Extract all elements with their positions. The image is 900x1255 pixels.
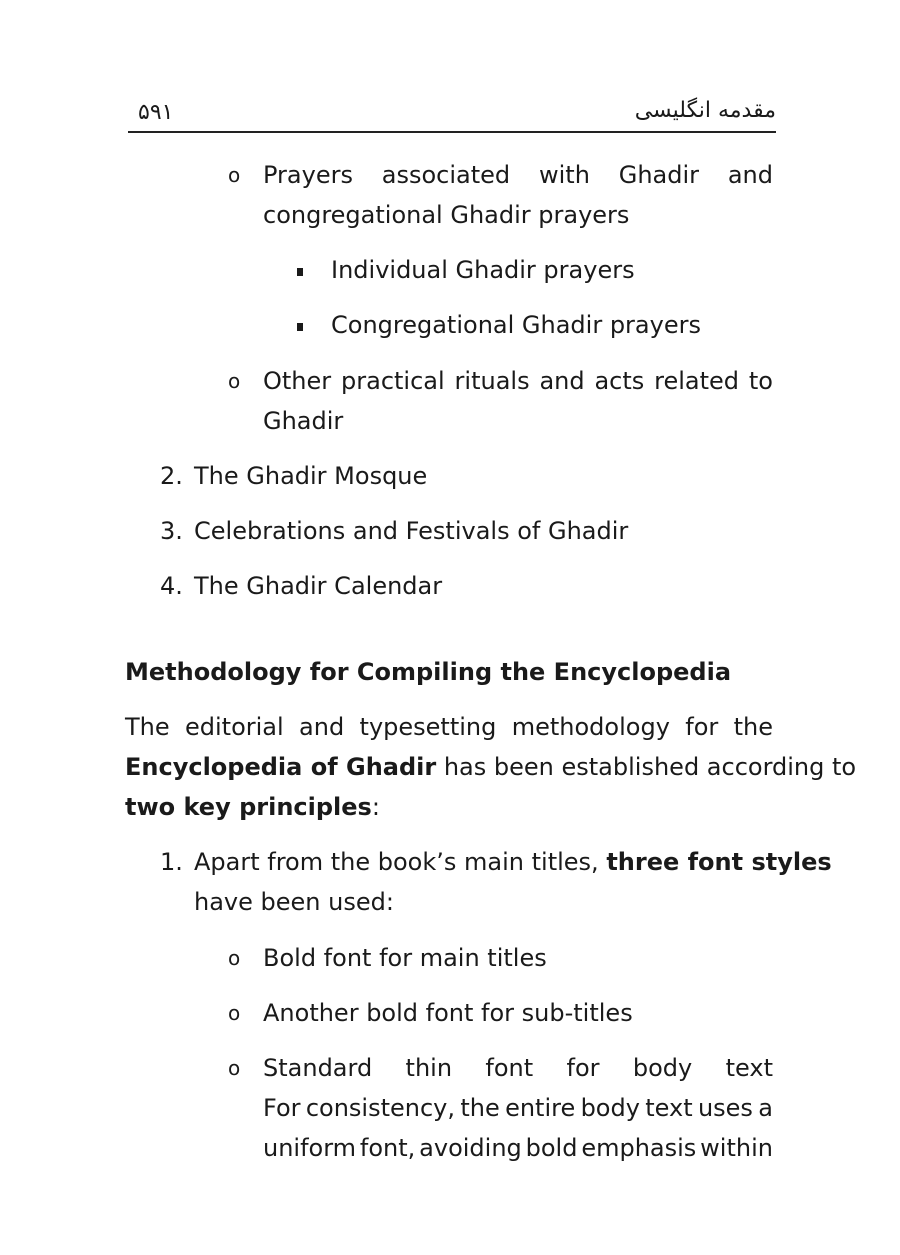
numbered-item-mosque: The Ghadir Mosque bbox=[194, 462, 428, 490]
bold-key-principles: two key principles bbox=[125, 793, 372, 821]
list-item-prayers-line2: congregational Ghadir prayers bbox=[263, 201, 630, 229]
style-item-standard-line1 bbox=[263, 1048, 773, 1088]
word: avoiding bbox=[419, 1134, 522, 1162]
word: and bbox=[727, 161, 773, 189]
circle-bullet-icon: o bbox=[228, 369, 241, 393]
list-item-rituals-line2: Ghadir bbox=[263, 407, 344, 435]
paragraph-line2: Encyclopedia of Ghadir has been established according to bbox=[125, 753, 857, 781]
paragraph-line1 bbox=[125, 707, 773, 747]
word: font, bbox=[359, 1134, 416, 1162]
word: uses bbox=[697, 1094, 753, 1122]
word: text bbox=[645, 1094, 693, 1122]
list-item-prayers-line1 bbox=[263, 155, 773, 195]
style-item-bold-sub: Another bold font for sub-titles bbox=[263, 999, 633, 1027]
list-item-rituals-line1 bbox=[263, 361, 773, 401]
word: For bbox=[263, 1094, 301, 1122]
numbered-item-celebrations: Celebrations and Festivals of Ghadir bbox=[194, 517, 629, 545]
word: The bbox=[125, 713, 170, 741]
bold-title-encyclopedia: Encyclopedia of Ghadir bbox=[125, 753, 437, 781]
sub-item-individual-prayers: Individual Ghadir prayers bbox=[331, 256, 635, 284]
header-rule bbox=[128, 131, 776, 133]
word: for bbox=[566, 1054, 600, 1082]
word: rituals bbox=[454, 367, 530, 395]
word: text bbox=[725, 1054, 773, 1082]
word: the bbox=[733, 713, 773, 741]
word: methodology bbox=[511, 713, 670, 741]
word: acts bbox=[594, 367, 645, 395]
list-number: 1. bbox=[160, 848, 183, 876]
list-number: 2. bbox=[160, 462, 183, 490]
circle-bullet-icon: o bbox=[228, 163, 241, 187]
word: practical bbox=[341, 367, 445, 395]
word: a bbox=[758, 1094, 773, 1122]
section-heading: Methodology for Compiling the Encyclopedia bbox=[125, 658, 732, 686]
word: within bbox=[700, 1134, 773, 1162]
numbered-item-calendar: The Ghadir Calendar bbox=[194, 572, 443, 600]
word: the bbox=[460, 1094, 500, 1122]
list-number: 3. bbox=[160, 517, 183, 545]
word: body bbox=[580, 1094, 640, 1122]
word: bold bbox=[525, 1134, 578, 1162]
principle-1-line1: Apart from the book’s main titles, three font styles bbox=[194, 848, 832, 876]
word: Standard bbox=[263, 1054, 373, 1082]
word: related bbox=[654, 367, 740, 395]
word: consistency, bbox=[305, 1094, 456, 1122]
word: editorial bbox=[185, 713, 284, 741]
running-title: مقدمه انگلیسی bbox=[634, 98, 776, 123]
style-item-standard-line2 bbox=[263, 1088, 773, 1128]
word: Ghadir bbox=[618, 161, 700, 189]
word: Prayers bbox=[263, 161, 353, 189]
word: thin bbox=[405, 1054, 453, 1082]
style-item-standard-line3 bbox=[263, 1128, 773, 1168]
paragraph-line3: two key principles: bbox=[125, 793, 380, 821]
word: to bbox=[748, 367, 773, 395]
bold-three-font-styles: three font styles bbox=[606, 848, 832, 876]
word: with bbox=[538, 161, 590, 189]
word: and bbox=[299, 713, 345, 741]
style-item-bold-main: Bold font for main titles bbox=[263, 944, 547, 972]
page-number: ۵۹۱ bbox=[138, 100, 174, 125]
principle-1-line2: have been used: bbox=[194, 888, 394, 916]
word: associated bbox=[381, 161, 511, 189]
word: entire bbox=[505, 1094, 576, 1122]
word: typesetting bbox=[359, 713, 497, 741]
word: uniform bbox=[263, 1134, 357, 1162]
sub-item-congregational-prayers: Congregational Ghadir prayers bbox=[331, 311, 701, 339]
list-number: 4. bbox=[160, 572, 183, 600]
word: for bbox=[685, 713, 719, 741]
word: and bbox=[539, 367, 585, 395]
word: emphasis bbox=[581, 1134, 697, 1162]
word: font bbox=[485, 1054, 534, 1082]
circle-bullet-icon: o bbox=[228, 1001, 241, 1025]
word: Other bbox=[263, 367, 332, 395]
square-bullet-icon bbox=[297, 268, 303, 276]
word: body bbox=[632, 1054, 693, 1082]
circle-bullet-icon: o bbox=[228, 946, 241, 970]
circle-bullet-icon: o bbox=[228, 1056, 241, 1080]
square-bullet-icon bbox=[297, 323, 303, 331]
page-header bbox=[128, 94, 776, 130]
